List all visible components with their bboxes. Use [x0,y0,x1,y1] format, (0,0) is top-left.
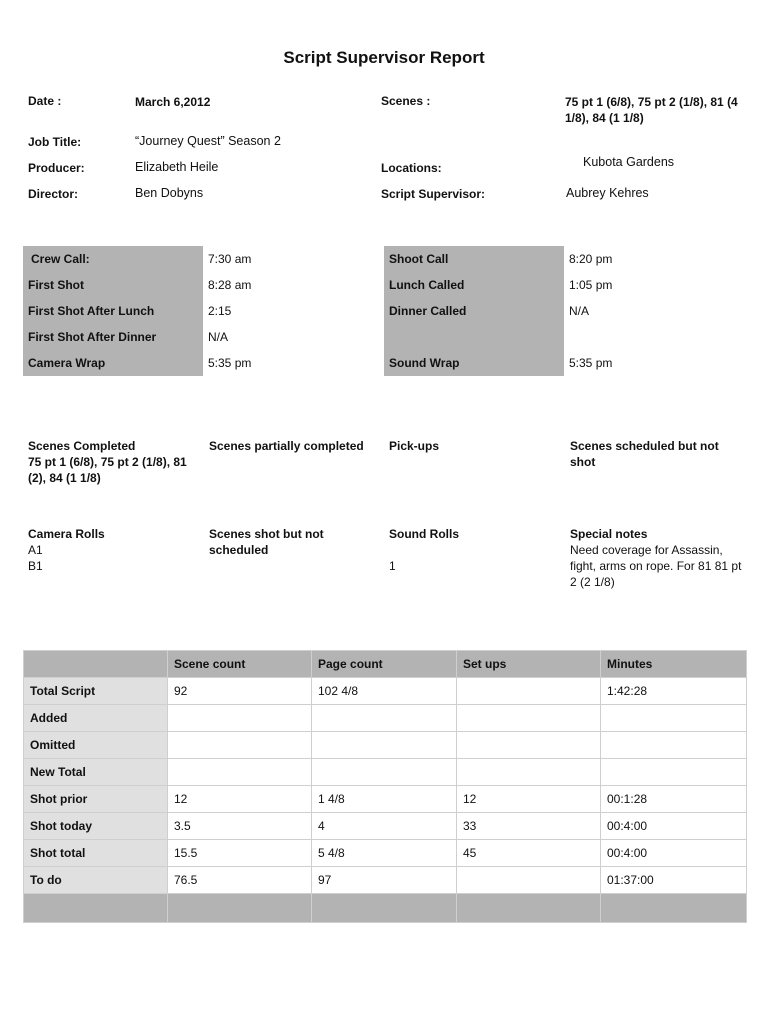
table-cell: 15.5 [168,840,312,867]
table-row [24,678,747,705]
scenes-completed-label: Scenes Completed [28,439,136,453]
first-shot-row [28,272,388,298]
sound-rolls-label: Sound Rolls [389,527,459,541]
table-cell: 12 [168,786,312,813]
pickups-label: Pick-ups [389,439,440,453]
table-cell [601,732,747,759]
scenes-completed-block [28,438,200,486]
table-cell: 5 4/8 [312,840,457,867]
lunch-called-value: 1:05 pm [569,278,613,292]
camera-wrap-row [28,350,388,376]
table-cell [168,759,312,786]
table-row [24,840,747,867]
table-cell [457,705,601,732]
dinner-called-row [389,298,749,324]
director-value: Ben Dobyns [135,186,204,200]
scenes-label: Scenes : [381,94,431,108]
table-row [24,867,747,894]
camera-roll-a: A1 [28,543,43,557]
producer-value: Elizabeth Heile [135,160,219,174]
sound-wrap-row [389,350,749,376]
date-value: March 6,2012 [135,95,211,109]
table-cell [457,678,601,705]
table-cell: 00:1:28 [601,786,747,813]
table-cell: 12 [457,786,601,813]
camera-rolls-label: Camera Rolls [28,527,105,541]
shot-not-scheduled-block [209,526,381,558]
table-row [24,705,747,732]
shot-not-scheduled-label: Scenes shot but not scheduled [209,527,324,557]
table-cell: 1:42:28 [601,678,747,705]
dinner-called-label: Dinner Called [389,304,467,318]
date-label: Date : [28,94,62,108]
special-notes-value: Need coverage for Assassin, fight, arms on rope. For 81 81 pt 2 (2 1/8) [570,543,742,589]
table-cell: 00:4:00 [601,813,747,840]
special-notes-block [570,526,742,590]
table-cell [457,867,601,894]
lunch-called-label: Lunch Called [389,278,465,292]
footer-cell [168,894,312,923]
table-cell [168,732,312,759]
producer-label: Producer: [28,161,85,175]
shoot-call-value: 8:20 pm [569,252,613,266]
script-supervisor-value: Aubrey Kehres [566,186,649,200]
row-label: Omitted [24,732,168,759]
header-page-count: Page count [312,651,457,678]
first-shot-after-lunch-label: First Shot After Lunch [28,304,155,318]
header-set-ups: Set ups [457,651,601,678]
director-label: Director: [28,187,79,201]
crew-call-row [28,246,388,272]
scheduled-not-shot-label: Scenes scheduled but not shot [570,439,719,469]
first-shot-after-lunch-row [28,298,388,324]
first-shot-after-lunch-value: 2:15 [208,304,232,318]
call-times-right [389,246,749,376]
first-shot-label: First Shot [28,278,84,292]
table-cell: 3.5 [168,813,312,840]
footer-cell [24,894,168,923]
table-cell [312,705,457,732]
first-shot-after-dinner-label: First Shot After Dinner [28,330,157,344]
footer-cell [601,894,747,923]
table-cell: 45 [457,840,601,867]
row-label: Shot today [24,813,168,840]
table-cell: 97 [312,867,457,894]
lunch-called-row [389,272,749,298]
scenes-partial-block [209,438,381,454]
pickups-block [389,438,561,454]
table-row [24,813,747,840]
dinner-called-value: N/A [569,304,590,318]
table-cell: 01:37:00 [601,867,747,894]
header-cell-blank [24,651,168,678]
table-cell [601,759,747,786]
job-title-value: “Journey Quest” Season 2 [135,134,281,148]
header-minutes: Minutes [601,651,747,678]
row-label: Shot total [24,840,168,867]
report-title: Script Supervisor Report [283,48,485,67]
table-row [24,732,747,759]
row-label: To do [24,867,168,894]
row-label: New Total [24,759,168,786]
first-shot-after-dinner-value: N/A [208,330,229,344]
table-cell [312,732,457,759]
table-cell: 76.5 [168,867,312,894]
table-cell: 92 [168,678,312,705]
camera-rolls-block [28,526,200,574]
table-cell [168,705,312,732]
shoot-call-row [389,246,749,272]
stats-table [23,650,747,923]
camera-wrap-value: 5:35 pm [208,356,252,370]
shoot-call-label: Shoot Call [389,252,449,266]
sound-wrap-label: Sound Wrap [389,356,460,370]
scenes-completed-value: 75 pt 1 (6/8), 75 pt 2 (1/8), 81 (2), 84 (1 1/8) [28,455,187,485]
table-cell: 33 [457,813,601,840]
empty-row [389,324,749,350]
row-label: Added [24,705,168,732]
sound-rolls-block [389,526,561,574]
sound-rolls-value: 1 [389,559,396,573]
camera-wrap-label: Camera Wrap [28,356,106,370]
table-row [24,786,747,813]
table-cell: 00:4:00 [601,840,747,867]
table-cell [457,759,601,786]
table-cell [312,759,457,786]
camera-roll-b: B1 [28,559,43,573]
locations-value: Kubota Gardens [583,155,675,169]
first-shot-after-dinner-row [28,324,388,350]
table-cell: 102 4/8 [312,678,457,705]
first-shot-value: 8:28 am [208,278,252,292]
table-cell: 4 [312,813,457,840]
row-label: Shot prior [24,786,168,813]
table-footer-row [24,894,747,923]
crew-call-label: Crew Call: [31,252,90,266]
table-cell [457,732,601,759]
script-supervisor-label: Script Supervisor: [381,187,486,201]
header-scene-count: Scene count [168,651,312,678]
scenes-partial-label: Scenes partially completed [209,439,364,453]
row-label: Total Script [24,678,168,705]
call-times-left [28,246,388,376]
crew-call-value: 7:30 am [208,252,252,266]
sound-wrap-value: 5:35 pm [569,356,613,370]
footer-cell [457,894,601,923]
table-cell [601,705,747,732]
locations-label: Locations: [381,161,442,175]
scheduled-not-shot-block [570,438,742,470]
special-notes-label: Special notes [570,527,648,541]
table-cell: 1 4/8 [312,786,457,813]
stats-header-row [24,651,747,678]
table-row [24,759,747,786]
job-title-label: Job Title: [28,135,82,149]
scenes-value: 75 pt 1 (6/8), 75 pt 2 (1/8), 81 (4 1/8), 84 (1 1/8) [565,95,738,125]
footer-cell [312,894,457,923]
